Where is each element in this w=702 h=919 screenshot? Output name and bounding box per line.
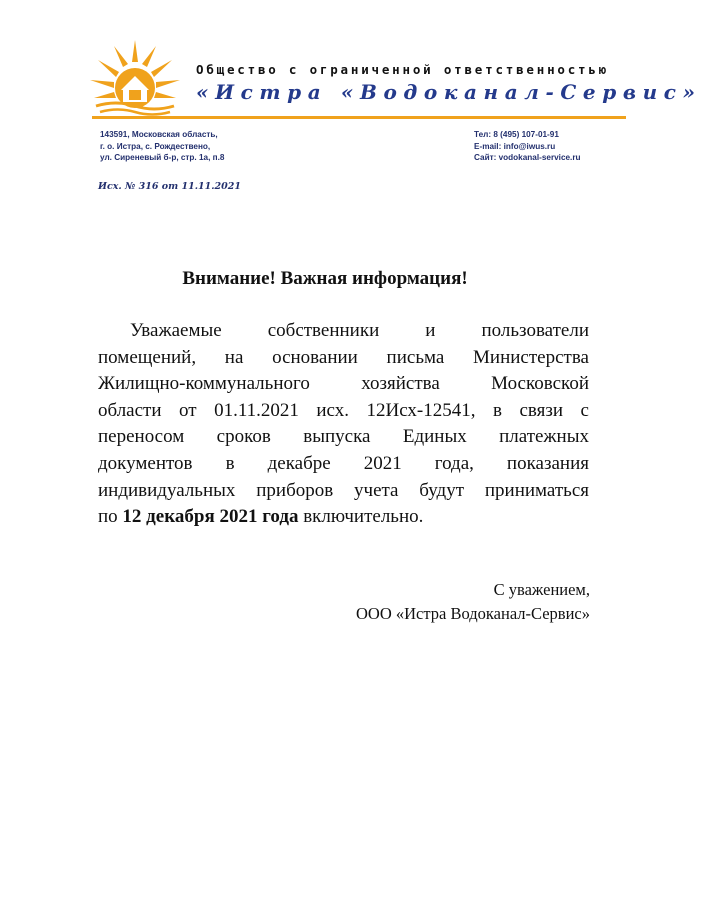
address-line: г. о. Истра, с. Рождествено, [100,141,211,151]
outgoing-reference: Исх. № 316 от 11.11.2021 [98,181,242,192]
company-type: Общество с ограниченной ответственностью [196,62,610,77]
deadline-date: 12 декабря 2021 года [122,506,299,528]
address-line: ул. Сиреневый б-р, стр. 1а, п.8 [100,153,225,162]
site-text: Сайт: vodokanal-service.ru [474,153,581,162]
body-line: помещений, на основании письма Министерства [98,346,589,368]
body-line: индивидуальных приборов учета будут приниматься [98,479,589,501]
company-name: «Истра «Водоканал-Сервис» [196,80,702,104]
signature-organization: ООО «Истра Водоканал-Сервис» [356,604,590,623]
notice-heading: Внимание! Важная информация! [182,268,468,289]
contacts-block [474,129,581,164]
body-line: переносом сроков выпуска Единых платежных [98,426,589,448]
address-line: 143591, Московская область, [100,130,218,139]
notice-body [98,318,589,531]
sun-house-logo-icon [86,38,184,118]
phone-text: Тел: 8 (495) 107-01-91 [474,130,559,139]
closing-text: С уважением, [493,580,590,599]
email-text: E-mail: info@iwus.ru [474,141,556,151]
address-block [100,129,224,164]
body-line: Жилищно-коммунального хозяйства Московской [98,373,589,395]
signature-block [356,578,590,626]
header-divider [92,116,626,119]
body-line-last: по 12 декабря 2021 года включительно. [98,506,424,528]
body-line: области от 01.11.2021 исх. 12Исх-12541, в связи с [98,399,589,421]
body-line: Уважаемые собственники и пользователи [130,320,589,341]
body-line: документов в декабре 2021 года, показания [98,452,589,474]
